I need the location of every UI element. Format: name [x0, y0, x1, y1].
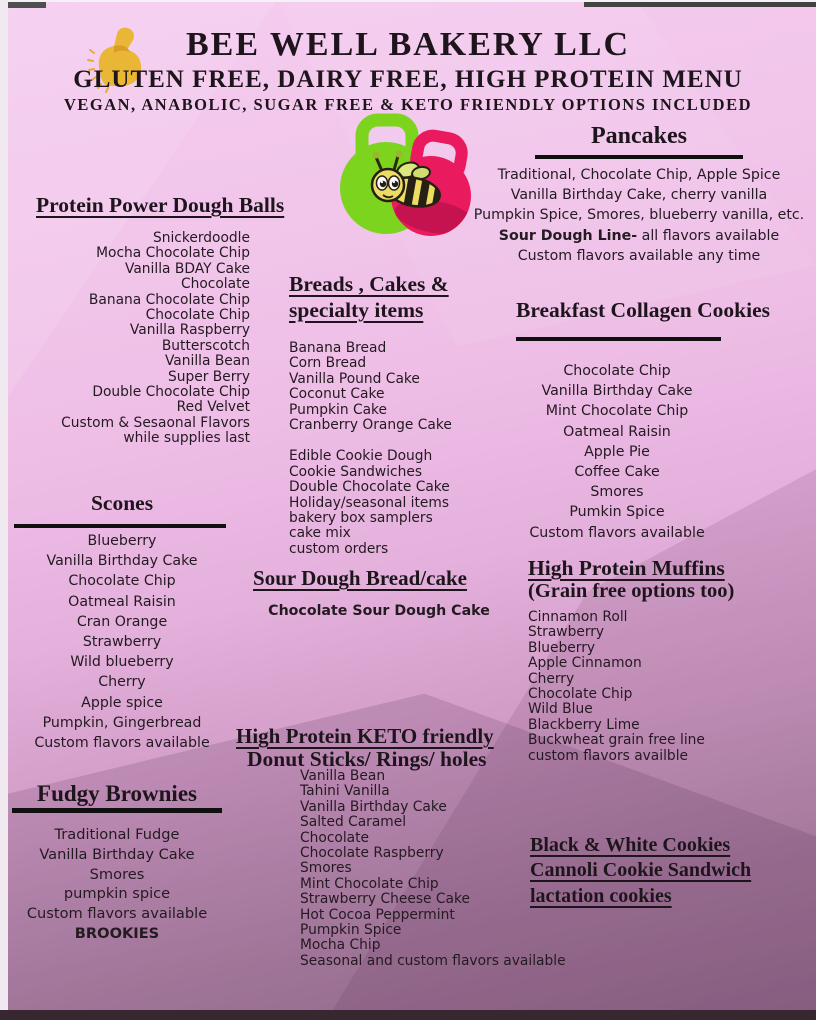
list-item: Mint Chocolate Chip: [545, 403, 689, 420]
list-item: Mint Chocolate Chip: [300, 875, 439, 892]
section-title: Protein Power Dough Balls: [36, 193, 285, 217]
list-item: Hot Cocoa Peppermint: [300, 906, 455, 923]
section-title-line2: specialty items: [289, 298, 424, 322]
list-item: Strawberry Cheese Cake: [300, 891, 470, 908]
list-item: Custom flavors available: [529, 524, 705, 541]
list-item: pumpkin spice: [63, 885, 171, 903]
list-item: custom orders: [289, 540, 389, 557]
muffins-section: [528, 556, 813, 764]
scones-list: [8, 531, 236, 753]
list-item: Pumpkin Spice, Smores, blueberry vanilla, etc.: [473, 207, 805, 224]
list-item: Mocha Chip: [300, 937, 381, 954]
list-item: Vanilla BDAY Cake: [124, 260, 250, 277]
list-item: Traditional, Chocolate Chip, Apple Spice: [497, 167, 781, 183]
list-item: Custom & Sesaonal Flavors: [61, 414, 250, 431]
list-item: Wild Blue: [528, 701, 593, 718]
list-item: Vanilla Bean: [300, 768, 386, 784]
list-item: Cherry: [528, 670, 575, 687]
list-item: Oatmeal Raisin: [68, 593, 176, 610]
list-item: Banana Bread: [289, 340, 387, 356]
list-item: Butterscotch: [161, 337, 250, 354]
list-item: Blueberry: [528, 639, 596, 656]
list-item: Red Velvet: [176, 399, 250, 416]
brownies-list-wrap: [6, 825, 228, 944]
section-title: Pancakes: [591, 123, 687, 149]
sour-dough-line-label: Sour Dough Line-: [498, 227, 638, 244]
list-item: Custom flavors available: [34, 735, 210, 752]
list-item: Wild blueberry: [70, 654, 174, 671]
list-item: bakery box samplers: [289, 510, 433, 527]
list-item: Chocolate Chip: [563, 363, 671, 379]
list-item: Pumpkin Cake: [289, 401, 388, 418]
section-subtitle: (Grain free options too): [528, 580, 735, 602]
specialty-line: Cannoli Cookie Sandwich: [530, 859, 752, 882]
list-item: Apple Cinnamon: [528, 655, 642, 672]
list-item: Cookie Sandwiches: [289, 463, 423, 480]
list-item: Strawberry: [528, 624, 605, 641]
list-item: Vanilla Raspberry: [129, 322, 250, 339]
page-subtitle-2: VEGAN, ANABOLIC, SUGAR FREE & KETO FRIENDLY OPTIONS INCLUDED: [63, 95, 753, 114]
page-title: BEE WELL BAKERY LLC: [186, 26, 630, 63]
sour-dough-item: Chocolate Sour Dough Cake: [268, 603, 490, 619]
list-item: Super Berry: [167, 368, 250, 385]
bee-kettlebell-logo: [322, 108, 478, 238]
list-item: while supplies last: [123, 430, 250, 447]
dough-balls-list: [20, 231, 250, 447]
list-item: Tahini Vanilla: [300, 783, 390, 800]
list-item: Oatmeal Raisin: [563, 423, 671, 440]
list-item: Apple spice: [81, 694, 163, 711]
list-item: cake mix: [289, 525, 351, 542]
title-rule: [14, 524, 226, 528]
list-item: Pumpkin Spice: [300, 922, 402, 939]
specialty-cookies-section: [530, 833, 751, 909]
pancakes-list: [462, 165, 816, 226]
sour-dough-line: [462, 226, 816, 246]
list-item: Holiday/seasonal items: [289, 494, 450, 511]
list-item: Blueberry: [87, 533, 157, 549]
section-title: Breads , Cakes &: [289, 272, 449, 296]
list-item: Coconut Cake: [289, 386, 385, 403]
list-item: Custom flavors available: [26, 905, 208, 923]
list-item: Chocolate: [300, 829, 370, 846]
list-item: Vanilla Birthday Cake: [39, 845, 195, 863]
list-item: Salted Caramel: [300, 814, 407, 831]
title-rule: [535, 155, 743, 159]
list-item: Cinnamon Roll: [528, 609, 628, 625]
list-item: Blackberry Lime: [528, 716, 640, 733]
specialty-line: Black & White Cookies: [530, 834, 731, 856]
section-title: Scones: [90, 491, 154, 515]
title-rule: [516, 337, 721, 341]
list-item: Snickerdoodle: [152, 230, 250, 246]
pancakes-footer: Custom flavors available any time: [517, 247, 761, 264]
section-title: High Protein Muffins: [528, 556, 725, 580]
list-item: Mocha Chocolate Chip: [96, 245, 250, 262]
list-item: Vanilla Birthday Cake: [541, 383, 693, 400]
section-title-line2: Donut Sticks/ Rings/ holes: [247, 747, 487, 771]
list-item: custom flavors availble: [528, 747, 689, 764]
specialty-line: lactation cookies: [530, 884, 672, 907]
section-title: Breakfast Collagen Cookies: [515, 298, 771, 322]
page-subtitle: GLUTEN FREE, DAIRY FREE, HIGH PROTEIN MENU: [73, 66, 743, 93]
list-item: Vanilla Pound Cake: [289, 370, 420, 387]
list-item: Cherry: [98, 674, 146, 691]
list-item: Chocolate Chip: [145, 307, 250, 324]
list-item: Vanilla Bean: [164, 353, 250, 370]
list-item: Traditional Fudge: [54, 826, 180, 843]
list-item: Cranberry Orange Cake: [289, 417, 452, 434]
list-item: Chocolate: [180, 276, 250, 293]
brownies-highlight: BROOKIES: [74, 924, 160, 942]
list-item: Apple Pie: [584, 443, 650, 460]
list-item: Chocolate Chip: [68, 573, 176, 590]
list-item: Banana Chocolate Chip: [88, 291, 250, 308]
list-item: Smores: [89, 865, 145, 883]
list-item: Vanilla Birthday Cake, cherry vanilla: [510, 187, 768, 204]
pancakes-section: [462, 122, 816, 266]
list-item: Double Chocolate Cake: [289, 479, 450, 496]
list-item: Cran Orange: [76, 613, 168, 630]
page-edge: [584, 2, 816, 7]
list-item: Buckwheat grain free line: [528, 732, 705, 749]
list-item: Pumkin Spice: [569, 504, 665, 521]
list-item: Pumpkin, Gingerbread: [42, 714, 202, 731]
list-item: Coffee Cake: [574, 464, 660, 481]
collagen-cookies-list: [468, 361, 766, 543]
list-item: Vanilla Birthday Cake: [46, 553, 198, 570]
list-item: Vanilla Birthday Cake: [300, 798, 447, 815]
list-item: Smores: [300, 860, 352, 877]
section-title: Sour Dough Bread/cake: [253, 566, 467, 590]
list-item: Corn Bread: [289, 355, 367, 372]
list-item: Seasonal and custom flavors available: [300, 952, 566, 969]
section-title: High Protein KETO friendly: [236, 724, 494, 748]
list-item: Smores: [590, 484, 644, 501]
sour-dough-line-rest: all flavors available: [637, 227, 780, 244]
list-item: Chocolate Raspberry: [300, 845, 444, 862]
list-item: Edible Cookie Dough: [289, 448, 433, 465]
title-rule: [12, 808, 222, 813]
brownies-list: [6, 825, 228, 924]
muffins-list: [528, 610, 813, 764]
list-item: Strawberry: [82, 634, 162, 651]
section-title: Fudgy Brownies: [37, 781, 197, 806]
list-item: Chocolate Chip: [528, 686, 633, 703]
page-edge: [0, 1010, 816, 1020]
list-item: Double Chocolate Chip: [92, 384, 250, 401]
